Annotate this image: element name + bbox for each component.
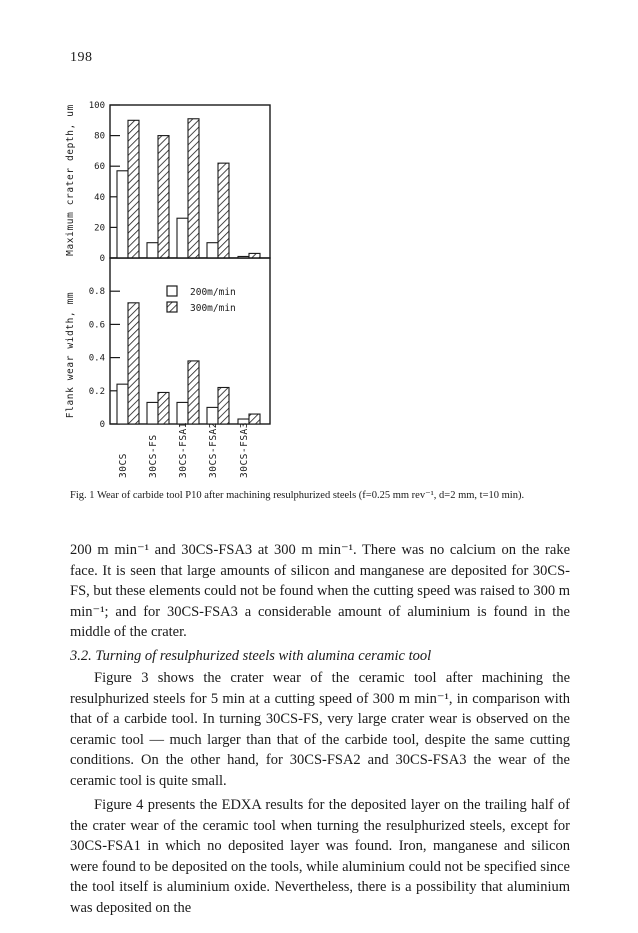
bottom-ytick-label: 0.4 [88,353,105,364]
top-bar-30cs-fs-300m-min [158,136,169,258]
bottom-bar-30cs-fsa3-300m-min [249,414,260,424]
bottom-bar-30cs-200m-min [117,384,128,424]
page-number: 198 [70,50,93,65]
bottom-chart-bars [117,303,260,424]
top-chart-yaxis [89,101,120,264]
bottom-chart-yaxis [89,287,120,430]
top-chart-bars [117,119,260,258]
category-label: 30CS [118,453,129,478]
bottom-ytick-label: 0.8 [88,287,105,298]
bottom-bar-30cs-fsa2-200m-min [207,407,218,424]
bottom-bar-30cs-fs-200m-min [147,402,158,424]
legend-label-200: 200m/min [190,287,236,298]
category-label: 30CS-FSA2 [208,422,219,478]
bottom-ytick-label: 0.2 [88,386,105,397]
top-ytick-label: 60 [94,162,105,173]
bottom-bar-30cs-fsa1-300m-min [188,361,199,424]
paragraph-2: Figure 3 shows the crater wear of the ceramic tool after machining the resulphurized steels for 5 min at a cutting speed of 300 m min⁻¹, in comparison with that of a carbide tool. In turning 30CS-FS, very large crater wear is observed on the ceramic tool — much larger than that of the carbide tool, despite the same cutting conditions. On the other hand, for 30CS-FSA2 and 30CS-FSA3 the wear of the ceramic tool is quite small. [70,670,570,789]
top-ytick-label: 40 [94,192,105,203]
top-bar-30cs-fsa2-300m-min [218,163,229,258]
top-ytick-label: 0 [99,254,105,264]
bottom-ytick-label: 0 [99,420,105,430]
category-label: 30CS-FSA3 [239,422,250,478]
bottom-bar-30cs-300m-min [128,303,139,424]
top-bar-30cs-300m-min [128,120,139,258]
top-chart-ylabel: Maximum crater depth, um [65,104,76,256]
bottom-ytick-label: 0.6 [88,320,105,331]
top-bar-30cs-fsa2-200m-min [207,243,218,258]
bottom-bar-30cs-fsa2-300m-min [218,387,229,424]
legend [167,286,236,314]
bottom-bar-30cs-fs-300m-min [158,392,169,424]
category-label: 30CS-FSA1 [178,422,189,478]
legend-swatch-200 [167,286,177,296]
top-bar-30cs-200m-min [117,171,128,258]
category-labels [118,422,250,478]
bottom-bar-30cs-fsa1-200m-min [177,402,188,424]
figure-caption: Fig. 1 Wear of carbide tool P10 after machining resulphurized steels (f=0.25 mm rev⁻¹, d=2 mm, t=10 min). [70,490,525,501]
bottom-chart-ylabel: Flank wear width, mm [65,291,76,419]
top-ytick-label: 20 [94,223,105,234]
section-heading: 3.2. Turning of resulphurized steels with alumina ceramic tool [70,648,432,664]
top-bar-30cs-fs-200m-min [147,243,158,258]
legend-label-300: 300m/min [190,303,236,314]
top-ytick-label: 80 [94,131,105,142]
paragraph-3: Figure 4 presents the EDXA results for the deposited layer on the trailing half of the crater wear of the ceramic tool when turning the resulphurized steels, except for 30CS-FSA1 in which no deposited layer was found. Iron, manganese and silicon were found to be deposited on the tools, while aluminium could not be specified since the tool itself is aluminium oxide. Nevertheless, there is a possibility that aluminium was deposited on the [70,797,570,916]
category-label: 30CS-FS [148,434,159,478]
top-ytick-label: 100 [88,101,105,111]
top-bar-30cs-fsa1-300m-min [188,119,199,258]
paragraph-1: 200 m min⁻¹ and 30CS-FSA3 at 300 m min⁻¹. There was no calcium on the rake face. It is seen that large amounts of silicon and manganese are deposited for 30CS-FS, but these elements could not be found when the cutting speed was raised to 300 m min⁻¹; and for 30CS-FSA3 a considerable amount of aluminium is found in the middle of the crater. [70,542,570,640]
top-bar-30cs-fsa1-200m-min [177,218,188,258]
legend-swatch-300 [167,302,177,312]
